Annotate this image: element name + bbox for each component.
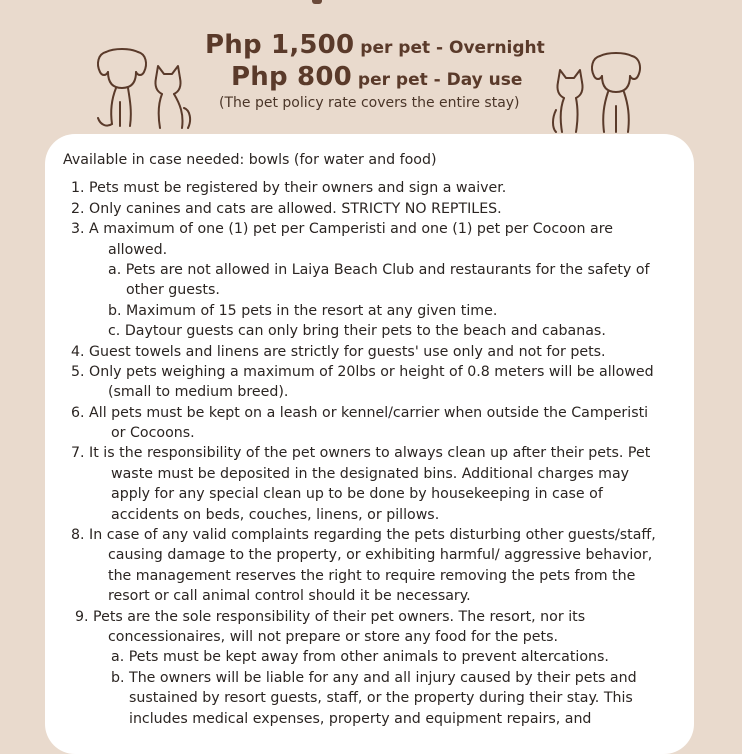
- overnight-price: Php 1,500: [205, 30, 355, 60]
- dog-cat-outline-icon: [92, 48, 202, 133]
- day-use-rate: [231, 62, 522, 92]
- policy-line: or Cocoons.: [111, 425, 195, 442]
- day-use-price: Php 800: [231, 62, 352, 92]
- policy-line: accidents on beds, couches, linens, or pillows.: [111, 506, 440, 523]
- policy-line: c. Daytour guests can only bring their pets to the beach and cabanas.: [108, 323, 606, 340]
- policy-line: 7. It is the responsibility of the pet owners to always clean up after their pets. Pet: [71, 445, 651, 462]
- policy-card: [45, 134, 694, 754]
- policy-line: 4. Guest towels and linens are strictly for guests' use only and not for pets.: [71, 343, 606, 360]
- policy-line: the management reserves the right to require removing the pets from the: [108, 567, 636, 584]
- policy-text: [63, 150, 683, 729]
- policy-line: sustained by resort guests, staff, or the property during their stay. This: [129, 690, 633, 707]
- rate-note: (The pet policy rate covers the entire stay): [219, 95, 520, 111]
- title-fragment: [312, 0, 322, 4]
- cat-dog-outline-icon: [546, 52, 646, 137]
- policy-line: allowed.: [108, 241, 168, 258]
- spacer: [63, 170, 683, 178]
- policy-line: 9. Pets are the sole responsibility of their pet owners. The resort, nor its: [75, 608, 586, 625]
- policy-line: concessionaires, will not prepare or store any food for the pets.: [108, 628, 558, 645]
- policy-line: causing damage to the property, or exhibiting harmful/ aggressive behavior,: [108, 547, 653, 564]
- policy-line: includes medical expenses, property and equipment repairs, and: [129, 710, 592, 727]
- policy-line: apply for any special clean up to be done by housekeeping in case of: [111, 486, 603, 503]
- policy-line: b. The owners will be liable for any and all injury caused by their pets and: [111, 669, 637, 686]
- policy-line: 1. Pets must be registered by their owners and sign a waiver.: [71, 180, 507, 197]
- policy-line: other guests.: [126, 282, 220, 299]
- available-items: Available in case needed: bowls (for water and food): [63, 152, 437, 168]
- day-use-label: per pet - Day use: [357, 70, 523, 90]
- policy-line: b. Maximum of 15 pets in the resort at any given time.: [108, 302, 498, 319]
- overnight-label: per pet - Overnight: [360, 38, 545, 58]
- policy-line: 5. Only pets weighing a maximum of 20lbs or height of 0.8 meters will be allowed: [71, 363, 654, 380]
- policy-line: 2. Only canines and cats are allowed. STRICTY NO REPTILES.: [71, 200, 502, 217]
- policy-line: waste must be deposited in the designated bins. Additional charges may: [111, 465, 630, 482]
- policy-line: (small to medium breed).: [108, 384, 289, 401]
- policy-line: 3. A maximum of one (1) pet per Camperisti and one (1) pet per Cocoon are: [71, 221, 613, 238]
- policy-line: 8. In case of any valid complaints regarding the pets disturbing other guests/staff,: [71, 527, 656, 544]
- overnight-rate: [205, 30, 545, 60]
- policy-line: a. Pets must be kept away from other animals to prevent altercations.: [111, 649, 609, 666]
- policy-line: resort or call animal control should it be necessary.: [108, 588, 471, 605]
- policy-line: 6. All pets must be kept on a leash or kennel/carrier when outside the Camperisti: [71, 404, 649, 421]
- policy-line: a. Pets are not allowed in Laiya Beach Club and restaurants for the safety of: [108, 261, 650, 278]
- header: [0, 0, 742, 140]
